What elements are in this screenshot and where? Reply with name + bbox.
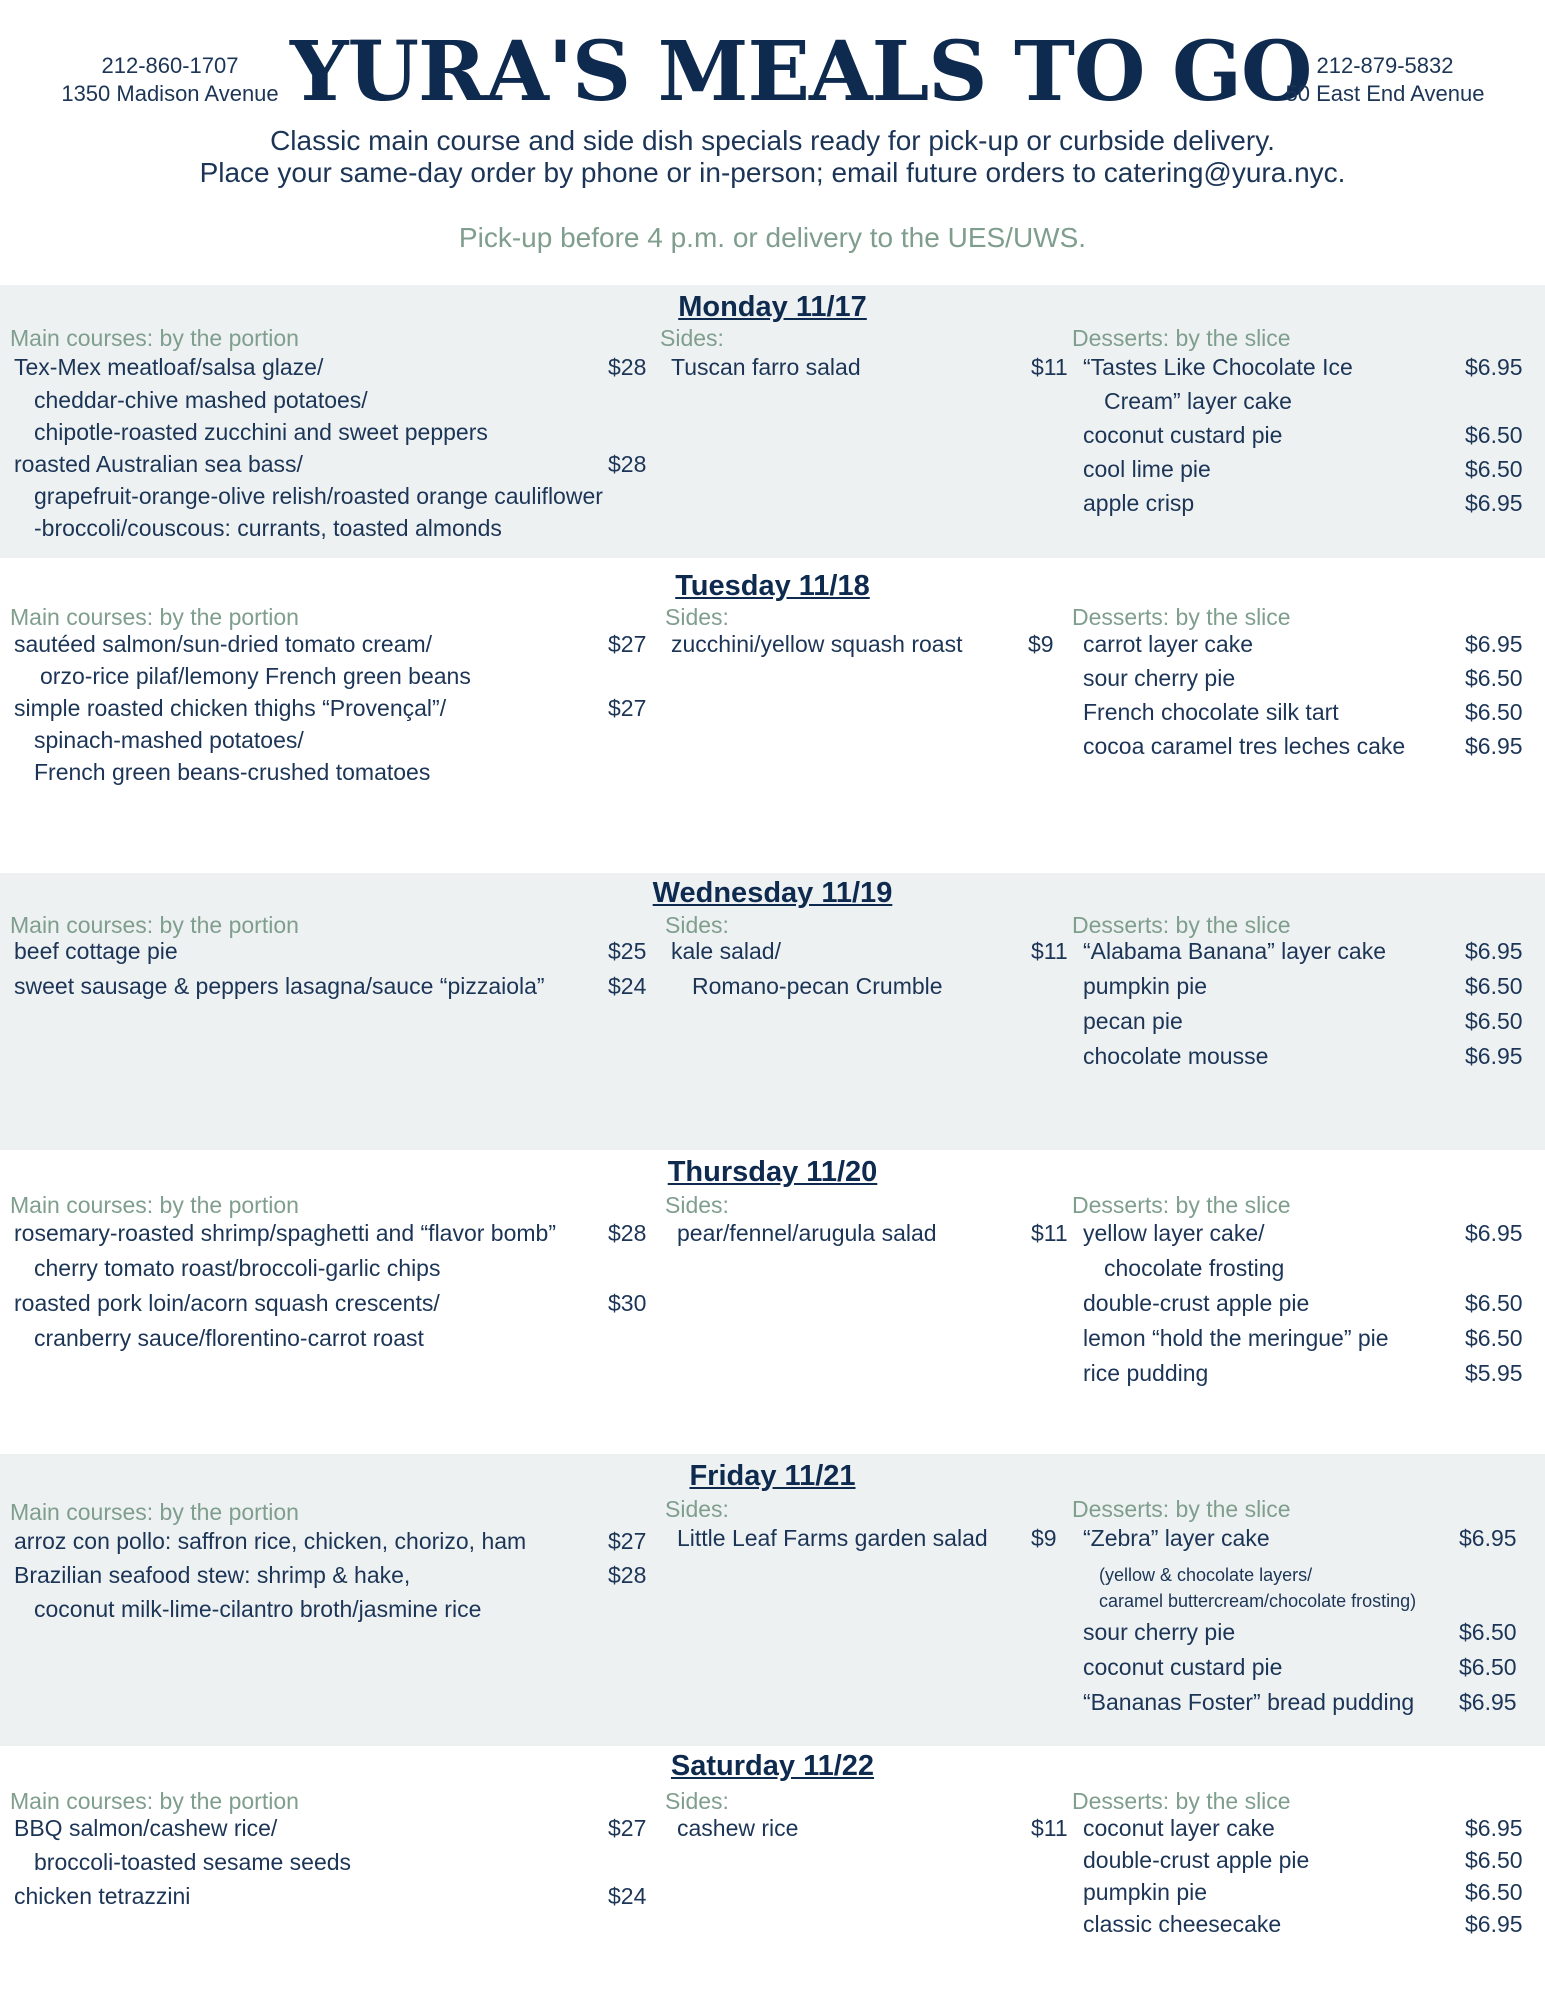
dessert-item-name: French chocolate silk tart xyxy=(1083,699,1339,725)
desserts-label: Desserts: by the slice xyxy=(1072,1192,1291,1218)
sides-label: Sides: xyxy=(665,912,729,938)
main-item-name: sweet sausage & peppers lasagna/sauce “pizzaiola” xyxy=(14,973,545,999)
left-address: 1350 Madison Avenue xyxy=(61,81,279,106)
main-item-detail: French green beans-crushed tomatoes xyxy=(34,759,431,785)
dessert-item-price: $6.95 xyxy=(1465,733,1523,759)
side-item-name: Little Leaf Farms garden salad xyxy=(677,1525,988,1551)
main-item-detail: chipotle-roasted zucchini and sweet peppers xyxy=(34,419,488,445)
main-item-price: $27 xyxy=(608,1528,647,1554)
dessert-item-price: $6.50 xyxy=(1459,1619,1517,1645)
main-courses-label: Main courses: by the portion xyxy=(10,1788,299,1814)
main-item-name: rosemary-roasted shrimp/spaghetti and “flavor bomb” xyxy=(14,1220,557,1246)
dessert-item-name: sour cherry pie xyxy=(1083,1619,1236,1645)
desserts-label: Desserts: by the slice xyxy=(1072,912,1291,938)
main-item-detail: coconut milk-lime-cilantro broth/jasmine rice xyxy=(34,1596,482,1622)
side-item-name: pear/fennel/arugula salad xyxy=(677,1220,937,1246)
main-courses-label: Main courses: by the portion xyxy=(10,912,299,938)
desserts-label: Desserts: by the slice xyxy=(1072,1788,1291,1814)
page-title: YURA'S MEALS TO GO xyxy=(290,24,1312,120)
intro-line-1: Classic main course and side dish specials ready for pick-up or curbside delivery. xyxy=(270,125,1275,156)
dessert-item-name: double-crust apple pie xyxy=(1083,1290,1310,1316)
main-item-name: simple roasted chicken thighs “Provençal”/ xyxy=(14,695,447,721)
main-item-price: $24 xyxy=(608,973,647,999)
dessert-item-detail: chocolate frosting xyxy=(1104,1255,1285,1281)
dessert-item-price: $6.50 xyxy=(1465,1325,1523,1351)
dessert-item-price: $6.50 xyxy=(1465,665,1523,691)
main-item-detail: broccoli-toasted sesame seeds xyxy=(34,1849,352,1875)
dessert-item-name: “Zebra” layer cake xyxy=(1083,1525,1270,1551)
dessert-item-price: $6.50 xyxy=(1465,422,1523,448)
main-item-detail: cherry tomato roast/broccoli-garlic chips xyxy=(34,1255,441,1281)
main-courses-label: Main courses: by the portion xyxy=(10,1192,299,1218)
main-item-price: $27 xyxy=(608,695,647,721)
side-item-price: $11 xyxy=(1031,354,1068,380)
right-phone: 212-879-5832 xyxy=(1316,53,1454,78)
dessert-item-price: $6.95 xyxy=(1465,490,1523,516)
dessert-item-detail: (yellow & chocolate layers/ xyxy=(1099,1565,1313,1585)
main-item-price: $28 xyxy=(608,451,647,477)
main-item-price: $28 xyxy=(608,1220,647,1246)
sides-label: Sides: xyxy=(660,325,724,351)
main-item-name: arroz con pollo: saffron rice, chicken, chorizo, ham xyxy=(14,1528,527,1554)
main-courses-label: Main courses: by the portion xyxy=(10,604,299,630)
main-item-detail: grapefruit-orange-olive relish/roasted orange cauliflower xyxy=(34,483,603,509)
dessert-item-name: pumpkin pie xyxy=(1083,973,1208,999)
dessert-item-name: “Tastes Like Chocolate Ice xyxy=(1083,354,1353,380)
day-title: Thursday 11/20 xyxy=(667,1156,878,1188)
main-item-name: roasted Australian sea bass/ xyxy=(14,451,303,477)
sides-label: Sides: xyxy=(665,1496,729,1522)
dessert-item-name: cool lime pie xyxy=(1083,456,1211,482)
dessert-item-price: $6.50 xyxy=(1465,456,1523,482)
dessert-item-price: $6.50 xyxy=(1465,699,1523,725)
dessert-item-price: $6.95 xyxy=(1465,938,1523,964)
main-item-name: Brazilian seafood stew: shrimp & hake, xyxy=(14,1562,411,1588)
dessert-item-price: $5.95 xyxy=(1465,1360,1523,1386)
dessert-item-name: lemon “hold the meringue” pie xyxy=(1083,1325,1389,1351)
dessert-item-price: $6.95 xyxy=(1465,1911,1523,1937)
pickup-note: Pick-up before 4 p.m. or delivery to the UES/UWS. xyxy=(458,222,1087,253)
dessert-item-name: double-crust apple pie xyxy=(1083,1847,1310,1873)
day-section-tuesday xyxy=(0,558,1545,873)
side-item-name: kale salad/ xyxy=(671,938,781,964)
left-phone: 212-860-1707 xyxy=(101,53,239,78)
dessert-item-name: yellow layer cake/ xyxy=(1083,1220,1265,1246)
dessert-item-name: pumpkin pie xyxy=(1083,1879,1208,1905)
dessert-item-price: $6.50 xyxy=(1465,973,1523,999)
side-item-name: cashew rice xyxy=(677,1815,799,1841)
day-section-monday xyxy=(0,285,1545,558)
day-title: Saturday 11/22 xyxy=(670,1750,875,1782)
side-item-price: $9 xyxy=(1028,631,1054,657)
side-item-price: $9 xyxy=(1031,1525,1057,1551)
main-courses-label: Main courses: by the portion xyxy=(10,1499,299,1525)
main-item-price: $27 xyxy=(608,631,647,657)
dessert-item-name: coconut custard pie xyxy=(1083,422,1283,448)
day-section-friday xyxy=(0,1454,1545,1746)
main-item-name: Tex-Mex meatloaf/salsa glaze/ xyxy=(14,354,324,380)
dessert-item-detail: caramel buttercream/chocolate frosting) xyxy=(1099,1591,1417,1611)
dessert-item-price: $6.95 xyxy=(1465,631,1523,657)
main-item-price: $28 xyxy=(608,1562,647,1588)
main-item-detail: cranberry sauce/florentino-carrot roast xyxy=(34,1325,424,1351)
day-title: Monday 11/17 xyxy=(678,291,867,323)
dessert-item-price: $6.50 xyxy=(1465,1008,1523,1034)
main-item-detail: spinach-mashed potatoes/ xyxy=(34,727,304,753)
day-section-wednesday xyxy=(0,873,1545,1150)
dessert-item-name: coconut custard pie xyxy=(1083,1654,1283,1680)
main-item-detail: cheddar-chive mashed potatoes/ xyxy=(34,387,368,413)
main-item-name: sautéed salmon/sun-dried tomato cream/ xyxy=(14,631,433,657)
desserts-label: Desserts: by the slice xyxy=(1072,1496,1291,1522)
right-location xyxy=(1265,52,1505,108)
dessert-item-price: $6.95 xyxy=(1459,1689,1517,1715)
dessert-item-name: chocolate mousse xyxy=(1083,1043,1269,1069)
intro-line-2: Place your same-day order by phone or in-person; email future orders to catering@yura.nyc. xyxy=(199,157,1346,188)
main-item-price: $27 xyxy=(608,1815,647,1841)
main-item-detail: -broccoli/couscous: currants, toasted almonds xyxy=(34,515,502,541)
dessert-item-price: $6.50 xyxy=(1465,1879,1523,1905)
right-address: 50 East End Avenue xyxy=(1285,81,1485,106)
dessert-item-name: “Bananas Foster” bread pudding xyxy=(1083,1689,1415,1715)
sides-label: Sides: xyxy=(665,1788,729,1814)
side-item-name: zucchini/yellow squash roast xyxy=(671,631,963,657)
dessert-item-price: $6.95 xyxy=(1459,1525,1517,1551)
sides-label: Sides: xyxy=(665,1192,729,1218)
side-item-detail: Romano-pecan Crumble xyxy=(692,973,943,999)
day-title: Wednesday 11/19 xyxy=(652,877,893,909)
dessert-item-name: pecan pie xyxy=(1083,1008,1183,1034)
main-item-detail: orzo-rice pilaf/lemony French green beans xyxy=(40,663,471,689)
day-section-saturday xyxy=(0,1746,1545,2000)
desserts-label: Desserts: by the slice xyxy=(1072,325,1291,351)
main-item-price: $25 xyxy=(608,938,647,964)
side-item-price: $11 xyxy=(1031,938,1068,964)
main-item-name: beef cottage pie xyxy=(14,938,178,964)
main-item-price: $24 xyxy=(608,1883,647,1909)
day-title: Friday 11/21 xyxy=(689,1460,856,1492)
dessert-item-price: $6.50 xyxy=(1465,1290,1523,1316)
left-location xyxy=(50,52,290,108)
side-item-name: Tuscan farro salad xyxy=(671,354,861,380)
day-title: Tuesday 11/18 xyxy=(675,570,870,602)
main-item-name: roasted pork loin/acorn squash crescents/ xyxy=(14,1290,440,1316)
main-courses-label: Main courses: by the portion xyxy=(10,325,299,351)
dessert-item-name: rice pudding xyxy=(1083,1360,1209,1386)
main-item-price: $30 xyxy=(608,1290,647,1316)
dessert-item-name: coconut layer cake xyxy=(1083,1815,1275,1841)
dessert-item-price: $6.50 xyxy=(1459,1654,1517,1680)
side-item-price: $11 xyxy=(1031,1815,1068,1841)
dessert-item-name: carrot layer cake xyxy=(1083,631,1254,657)
sides-label: Sides: xyxy=(665,604,729,630)
main-item-name: BBQ salmon/cashew rice/ xyxy=(14,1815,278,1841)
dessert-item-price: $6.95 xyxy=(1465,1043,1523,1069)
dessert-item-name: classic cheesecake xyxy=(1083,1911,1282,1937)
dessert-item-name: cocoa caramel tres leches cake xyxy=(1083,733,1406,759)
desserts-label: Desserts: by the slice xyxy=(1072,604,1291,630)
side-item-price: $11 xyxy=(1031,1220,1068,1246)
dessert-item-name: apple crisp xyxy=(1083,490,1195,516)
main-item-price: $28 xyxy=(608,354,647,380)
dessert-item-price: $6.95 xyxy=(1465,1815,1523,1841)
dessert-item-price: $6.95 xyxy=(1465,354,1523,380)
day-section-thursday xyxy=(0,1150,1545,1454)
dessert-item-name: sour cherry pie xyxy=(1083,665,1236,691)
dessert-item-name: “Alabama Banana” layer cake xyxy=(1083,938,1386,964)
dessert-item-price: $6.50 xyxy=(1465,1847,1523,1873)
dessert-item-price: $6.95 xyxy=(1465,1220,1523,1246)
dessert-item-detail: Cream” layer cake xyxy=(1104,388,1292,414)
main-item-name: chicken tetrazzini xyxy=(14,1883,191,1909)
